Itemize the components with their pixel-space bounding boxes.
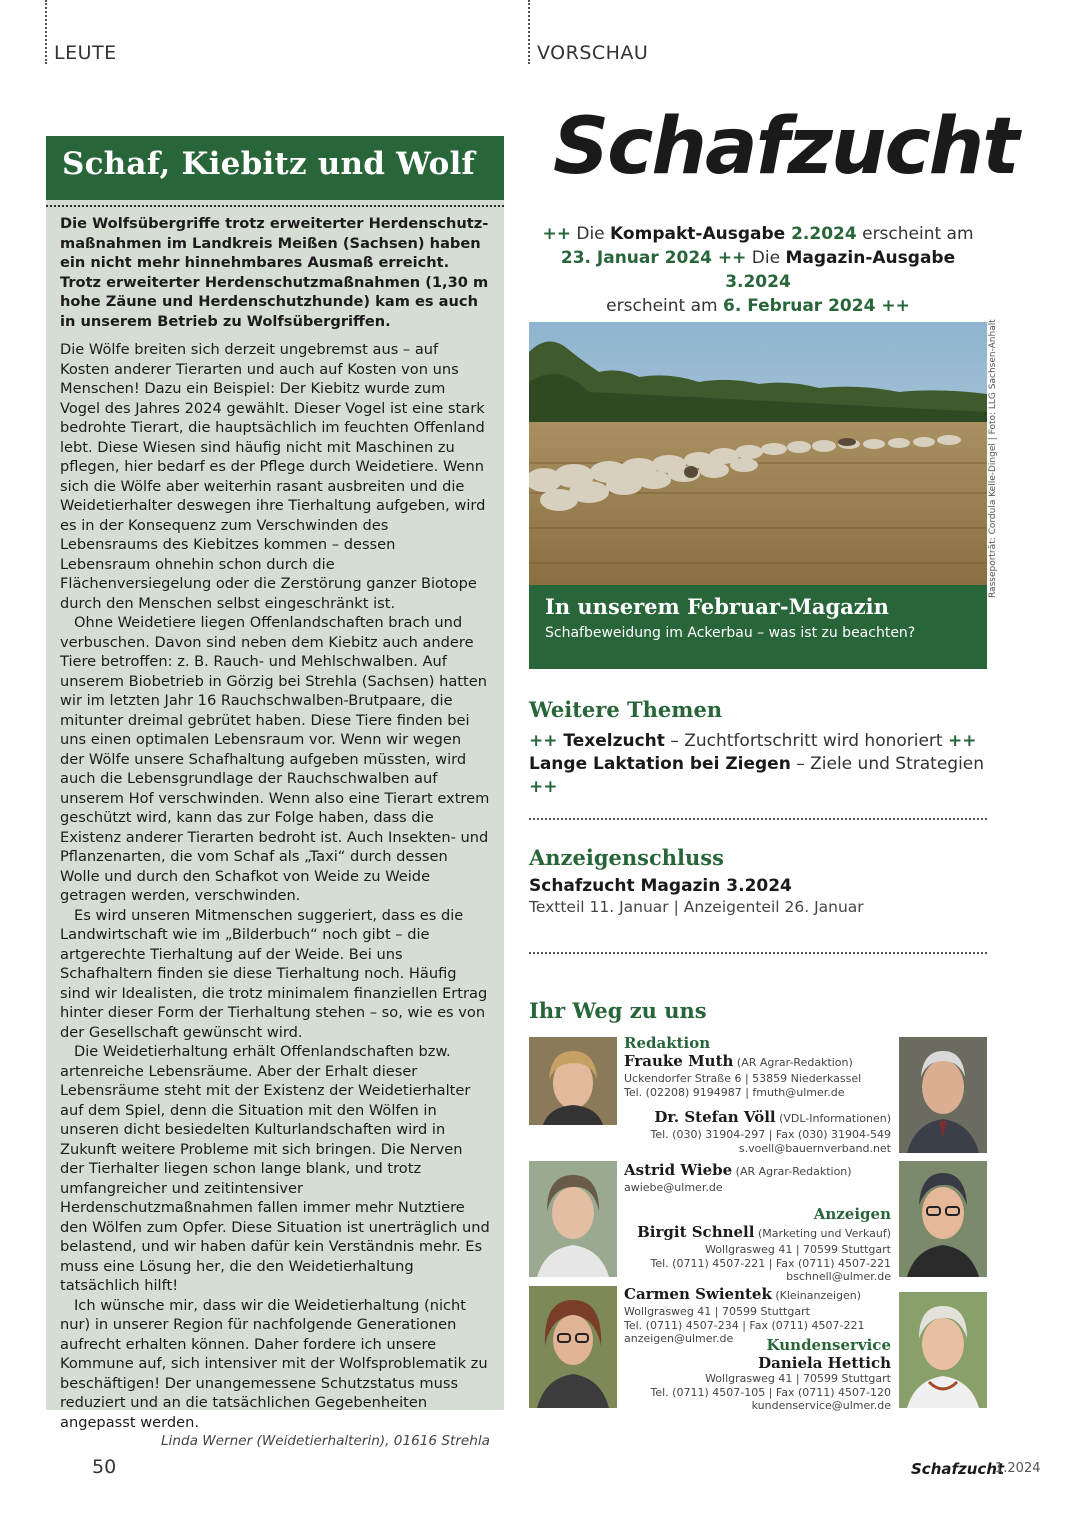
portrait-frauke-muth bbox=[529, 1037, 617, 1125]
contact-name-text: Birgit Schnell bbox=[637, 1223, 755, 1241]
contact-note: (AR Agrar-Redaktion) bbox=[733, 1056, 853, 1069]
separator-plus: ++ bbox=[542, 224, 571, 244]
contact-address: Uckendorfer Straße 6 | 53859 Niederkassel bbox=[624, 1072, 862, 1085]
article-paragraph-last bbox=[60, 1296, 490, 1449]
contacts-heading: Ihr Weg zu uns bbox=[529, 998, 707, 1023]
contact-name bbox=[624, 1052, 894, 1072]
separator-plus: ++ bbox=[529, 777, 558, 797]
contact-email: awiebe@ulmer.de bbox=[624, 1181, 723, 1194]
topic-description: – Ziele und Strategien bbox=[790, 754, 985, 774]
contact-name-text: Frauke Muth bbox=[624, 1052, 734, 1070]
contact-wiebe bbox=[624, 1161, 894, 1195]
contact-name bbox=[624, 1108, 891, 1128]
contact-email: anzeigen@ulmer.de bbox=[624, 1332, 734, 1345]
contact-note: (VDL-Informationen) bbox=[775, 1112, 891, 1125]
photo-credit bbox=[986, 319, 1002, 598]
article-title: Schaf, Kiebitz und Wolf bbox=[62, 146, 475, 182]
contact-name bbox=[624, 1161, 894, 1181]
separator-plus: ++ bbox=[529, 731, 558, 751]
contact-voell bbox=[624, 1108, 891, 1155]
announce-magazine-issue: 3.2024 bbox=[725, 272, 791, 292]
contact-redaktion-muth bbox=[624, 1034, 894, 1099]
section-label-vorschau: VORSCHAU bbox=[537, 42, 649, 64]
announce-magazine-label: Magazin-Ausgabe bbox=[785, 248, 956, 268]
contact-email: bschnell@ulmer.de bbox=[786, 1270, 891, 1283]
header-divider-right bbox=[528, 0, 530, 64]
issue-announcement bbox=[529, 222, 987, 318]
announce-text: Die bbox=[746, 248, 786, 268]
ad-deadline-dates: Textteil 11. Januar | Anzeigenteil 26. Januar bbox=[529, 898, 864, 916]
contact-phone-email: Tel. (02208) 9194987 | fmuth@ulmer.de bbox=[624, 1085, 845, 1099]
article-lead: Die Wolfsübergriffe trotz erweiterter Herdenschutz-maßnahmen im Landkreis Meißen (Sachsen) haben ein nicht mehr hinnehmbares Ausmaß erreicht. Trotz erweiterter Herdenschutzmaßnahmen (1,30 m hohe Zäune und Herdenschutzhunde) kam es auch in unserem Betrieb zu Wolfsübergriffen. bbox=[60, 215, 489, 330]
contact-email: s.voell@bauernverband.net bbox=[738, 1141, 891, 1155]
photo-credit-text: Rasseporträt: Cordula Kelle-Dingel | Foto: LLG Sachsen-Anhalt bbox=[988, 319, 998, 598]
more-topics bbox=[529, 697, 987, 799]
article-paragraph: Die Weidetierhaltung erhält Offenlandschaften bzw. artenreiche Lebensräume. Aber der Erhalt dieser Lebensräume steht mit der Existenz der Weidetierhalter auf dem Spiel, denn die Situation mit den Wölfen in unseren dicht besiedelten Kulturlandschaften wird in Zukunft weitere Probleme mit sich bringen. Die Nerven der Tierhalter liegen schon lange blank, und trotz umfangreicher und zeitintensiver Herdenschutzmaßnahmen fallen immer mehr Nutztiere den Wölfen zum Opfer. Diese Situation ist unerträglich und belastend, und wir haben dafür kein Verständnis mehr. Es muss eine Lösung her, die den Weidetierhaltung tatsächlich hilft! bbox=[60, 1043, 490, 1294]
topic-description: – Zuchtfortschritt wird honoriert bbox=[664, 731, 948, 751]
contact-note: (Kleinanzeigen) bbox=[771, 1289, 862, 1302]
page-number: 50 bbox=[92, 1456, 117, 1478]
announce-compact-issue: 2.2024 bbox=[791, 224, 857, 244]
ad-deadline-heading: Anzeigenschluss bbox=[529, 845, 724, 870]
contact-name-text: Carmen Swientek bbox=[624, 1285, 772, 1303]
contact-name-text: Dr. Stefan Völl bbox=[654, 1108, 776, 1126]
promo-subtitle: Schafbeweidung im Ackerbau – was ist zu beachten? bbox=[545, 625, 916, 641]
announce-compact-date: 23. Januar 2024 ++ bbox=[560, 248, 747, 268]
article-paragraph: Es wird unseren Mitmenschen suggeriert, dass es die Landwirtschaft wie im „Bilderbuch“ noch gibt – die artgerechte Tierhaltung auf der Weide. Bei uns Schafhaltern finden sie diese Tierhaltung noch. Häufig sind wir Idealisten, die trotz minimalem finanziellen Ertrag hinter dieser Form der Tierhaltung stehen – so, wie es von der Gesellschaft gewünscht wird. bbox=[60, 906, 488, 1041]
sheep-field-illustration bbox=[529, 322, 987, 585]
portrait-carmen-swientek bbox=[529, 1286, 617, 1408]
footer-issue: 1.2024 bbox=[995, 1461, 1041, 1476]
article-paragraph: Die Wölfe breiten sich derzeit ungebremst aus – auf Kosten anderer Tierarten und auch auf Kosten von uns Menschen! Dazu ein Beispiel: Der Kiebitz wurde zum Vogel des Jahres 2024 gewählt. Dieser Vogel ist eine stark bedrohte Tierart, die hauptsächlich im feuchten Offenland lebt. Diese Wiesen sind häufig nicht mit Maschinen zu pflegen, hier bedarf es der Pflege durch Weidetiere. Wenn sich die Wölfe aber weiterhin rasant ausbreiten und die Weidetierhalter deswegen ihre Tierhaltung aufgeben, wird es in der Konsequenz zum Verschwinden des Lebensraums des Kiebitzes kommen – dessen Lebensraum ohnehin schon durch die Flächenversiegelung oder die Zerstörung ganzer Biotope durch den Menschen selbst eingeschränkt ist. bbox=[60, 341, 486, 612]
portrait-stefan-voell bbox=[899, 1037, 987, 1153]
topic-texelzucht: Texelzucht bbox=[557, 731, 665, 751]
announce-text: Die bbox=[570, 224, 611, 244]
contact-note: (AR Agrar-Redaktion) bbox=[732, 1165, 852, 1178]
contact-role-anzeigen: Anzeigen bbox=[813, 1205, 891, 1223]
topic-laktation: Lange Laktation bei Ziegen bbox=[529, 754, 791, 774]
february-magazine-box bbox=[529, 585, 987, 669]
contact-phone: Tel. (0711) 4507-105 | Fax (0711) 4507-120 bbox=[650, 1385, 891, 1399]
contact-name-text: Daniela Hettich bbox=[758, 1354, 891, 1372]
portrait-astrid-wiebe bbox=[529, 1161, 617, 1277]
announce-compact-label: Kompakt-Ausgabe bbox=[610, 224, 792, 244]
contact-role-redaktion: Redaktion bbox=[624, 1034, 711, 1052]
contact-phone: Tel. (0711) 4507-221 | Fax (0711) 4507-221 bbox=[650, 1256, 891, 1270]
portrait-birgit-schnell bbox=[899, 1161, 987, 1277]
header-divider-left bbox=[45, 0, 47, 64]
magazine-logo: Schafzucht bbox=[553, 102, 1018, 192]
more-topics-text bbox=[529, 730, 987, 799]
more-topics-heading: Weitere Themen bbox=[529, 697, 723, 722]
contact-phone: Tel. (0711) 4507-234 | Fax (0711) 4507-221 bbox=[624, 1318, 865, 1332]
contact-name bbox=[624, 1223, 891, 1243]
contact-anzeigen-schnell bbox=[624, 1205, 891, 1284]
contact-email: kundenservice@ulmer.de bbox=[751, 1399, 891, 1412]
portrait-daniela-hettich bbox=[899, 1292, 987, 1408]
article-body bbox=[46, 207, 504, 1449]
section-divider bbox=[529, 952, 987, 954]
contact-name bbox=[624, 1354, 891, 1372]
contact-name-text: Astrid Wiebe bbox=[624, 1161, 733, 1179]
section-divider bbox=[529, 818, 987, 820]
letter-article bbox=[46, 136, 504, 1449]
footer-brand: Schafzucht bbox=[911, 1460, 1005, 1478]
contact-role-kundenservice: Kundenservice bbox=[766, 1336, 891, 1354]
announce-magazine-date: 6. Februar 2024 ++ bbox=[723, 296, 910, 316]
ad-deadline-issue: Schafzucht Magazin 3.2024 bbox=[529, 876, 792, 896]
article-paragraph-text: Ich wünsche mir, dass wir die Weidetierhaltung (nicht nur) in unserer Region für nachfolgende Generationen aufrecht erhalten können. Daher fordere ich unsere Kommune auf, sich intensiver mit der Wolfsproblematik zu beschäftigen! Der unangemessene Schutzstatus muss reduziert und an die tatsächlichen Gegebenheiten angepasst werden. bbox=[60, 1296, 488, 1431]
contact-phone: Tel. (030) 31904-297 | Fax (030) 31904-549 bbox=[650, 1128, 891, 1141]
contact-address: Wollgrasweg 41 | 70599 Stuttgart bbox=[705, 1243, 891, 1256]
announce-text: erscheint am bbox=[606, 296, 724, 316]
article-signature: Linda Werner (Weidetierhalterin), 01616 Strehla bbox=[160, 1433, 490, 1449]
contact-kundenservice-hettich bbox=[624, 1336, 891, 1413]
promo-title: In unserem Februar-Magazin bbox=[545, 594, 889, 619]
article-paragraph: Ohne Weidetiere liegen Offenlandschaften brach und verbuschen. Davon sind neben dem Kiebitz auch andere Tiere betroffen: z. B. Rauch- und Mehlschwalben. Auf unserem Biobetrieb in Görzig bei Strehla (Sachsen) hatten wir im letzten Jahr 16 Rauchschwalben-Brutpaare, die mitunter dreimal gebrütet haben. Diese Tiere finden bei uns einen optimalen Lebensraum vor. Wenn wir wegen der Wölfe unsere Schafhaltung aufgeben müssten, wird auch die Lebensgrundlage der Rauchschwalben auf unserem Hof verschwinden. Wenn also eine Tierart extrem geschützt wird, kann das zur Folge haben, dass die Existenz anderer Tierarten bedroht ist. Auch Insekten- und Pflanzenarten, die vom Schaf als „Taxi“ durch dessen Wolle und durch den Schafkot von Weide zu Weide getragen werden, verschwinden. bbox=[60, 614, 490, 904]
sheep-flock-photo bbox=[529, 322, 987, 585]
announce-text: erscheint am bbox=[856, 224, 974, 244]
contact-note: (Marketing und Verkauf) bbox=[754, 1227, 891, 1240]
contact-address: Wollgrasweg 41 | 70599 Stuttgart bbox=[624, 1305, 810, 1318]
contact-name bbox=[624, 1285, 894, 1305]
section-label-leute: LEUTE bbox=[54, 42, 117, 64]
article-header bbox=[46, 136, 504, 200]
separator-plus: ++ bbox=[948, 731, 977, 751]
contact-address: Wollgrasweg 41 | 70599 Stuttgart bbox=[705, 1372, 891, 1385]
ad-deadline bbox=[529, 845, 987, 916]
